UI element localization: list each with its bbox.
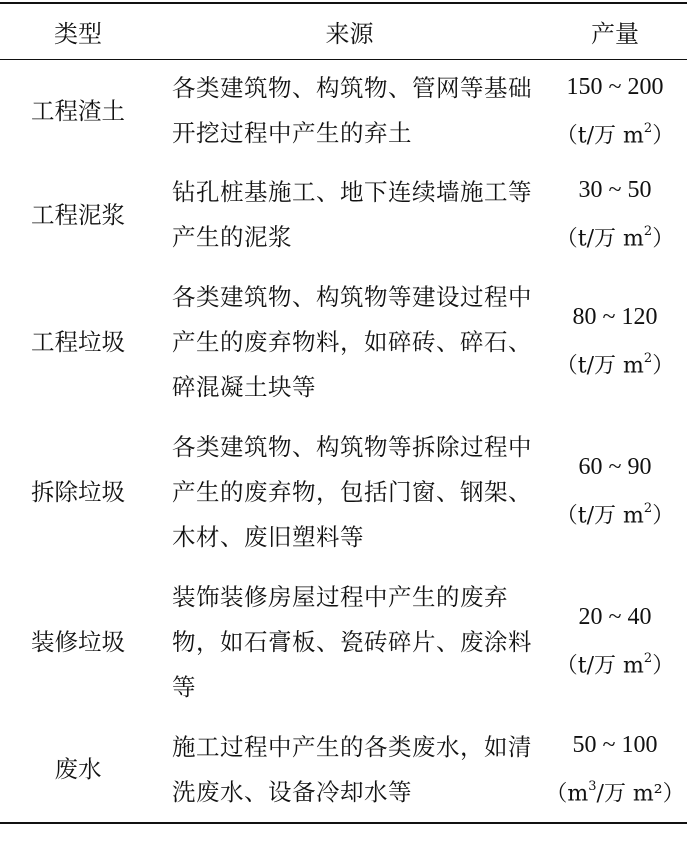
unit-sup: 3 [588,778,597,794]
unit-open: （t/万 m [555,226,644,252]
cell-output [543,163,687,267]
cell-type: 废水 [0,717,156,823]
table-row [0,717,687,823]
cell-source: 装饰装修房屋过程中产生的废弃物，如石膏板、瓷砖碎片、废涂料等 [172,582,532,701]
output-unit [543,109,687,158]
cell-type: 工程渣土 [31,96,125,125]
cell-source: 钻孔桩基施工、地下连续墙施工等产生的泥浆 [172,178,532,251]
table-row [0,567,687,717]
output-range: 150 ~ 200 [566,73,664,100]
unit-open: （t/万 m [555,653,644,679]
table-row [0,417,687,567]
output-range: 20 ~ 40 [578,604,652,631]
unit-open: （t/万 m [555,353,644,379]
cell-type: 工程垃圾 [31,327,125,356]
cell-type: 拆除垃圾 [31,477,125,506]
cell-source: 各类建筑物、构筑物、管网等基础开挖过程中产生的弃土 [172,74,532,148]
unit-open: （t/万 m [555,122,644,148]
cell-output [543,567,687,717]
cell-type: 装修垃圾 [31,627,125,656]
table-body [0,59,687,823]
header-type: 类型 [0,3,156,59]
cell-output [543,267,687,417]
cell-source: 各类建筑物、构筑物等建设过程中产生的废弃物料，如碎砖、碎石、碎混凝土块等 [172,282,532,401]
cell-type: 工程泥浆 [31,200,125,229]
output-unit [543,212,687,261]
unit-close: ） [652,226,675,252]
output-unit [543,767,687,816]
table-row [0,267,687,417]
unit-close: ） [652,353,675,379]
cell-source: 各类建筑物、构筑物等拆除过程中产生的废弃物，包括门窗、钢架、木材、废旧塑料等 [172,432,532,551]
header-row [0,3,687,59]
table-row [0,163,687,267]
output-range: 30 ~ 50 [578,177,652,204]
waste-table [0,2,687,824]
unit-sup: 2 [643,224,653,240]
cell-output [543,717,687,823]
unit-sup: 2 [643,651,653,667]
unit-close: ） [652,503,675,529]
table-header [0,3,687,59]
cell-source: 施工过程中产生的各类废水，如清洗废水、设备冷却水等 [156,717,543,823]
unit-sup: 2 [643,351,653,367]
unit-close: /万 m²） [596,781,685,807]
cell-output [543,417,687,567]
output-unit [543,489,687,538]
unit-sup: 2 [643,501,653,517]
output-unit [543,639,687,688]
output-unit [543,339,687,388]
header-output: 产量 [543,3,687,59]
table-row [0,59,687,163]
output-range: 80 ~ 120 [572,304,658,331]
unit-open: （m [545,781,589,807]
output-range: 60 ~ 90 [578,454,652,481]
unit-sup: 2 [643,120,653,136]
unit-open: （t/万 m [555,503,644,529]
header-source: 来源 [156,3,543,59]
unit-close: ） [652,653,675,679]
unit-close: ） [652,122,675,148]
cell-output [543,59,687,163]
output-range: 50 ~ 100 [572,731,658,758]
